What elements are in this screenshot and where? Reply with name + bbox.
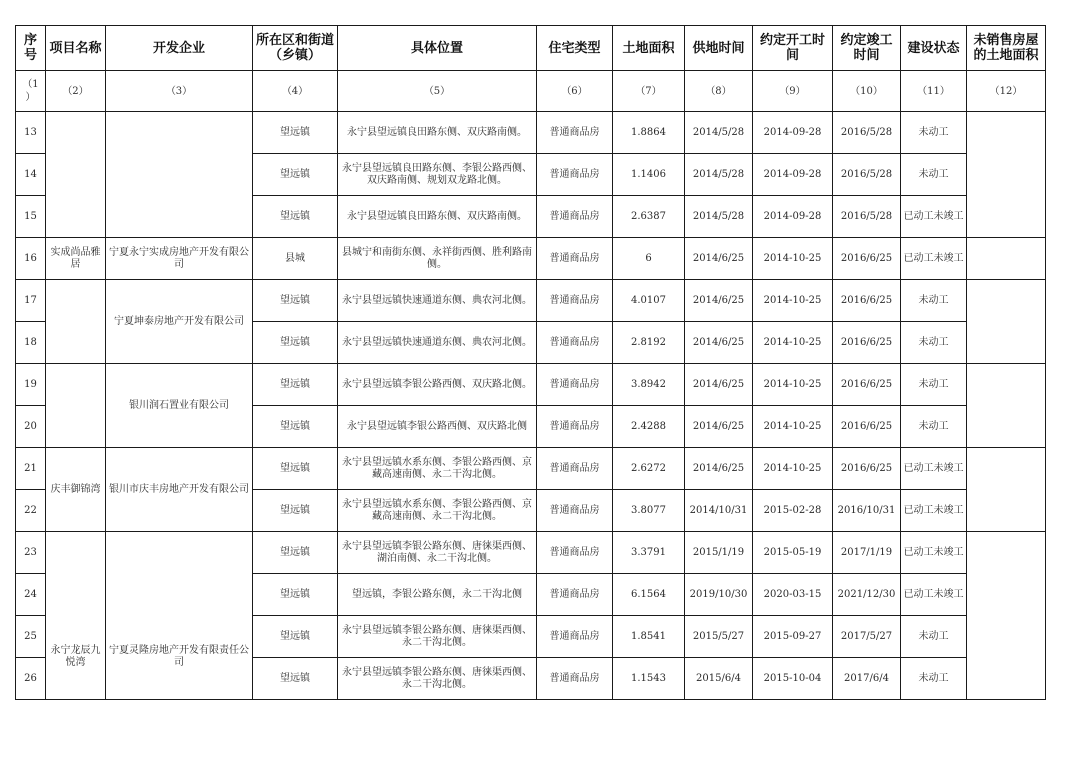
cell-supply-date: 2019/10/30 (685, 574, 753, 616)
header-project: 项目名称 (46, 26, 106, 71)
cell-agreed-completion: 2017/6/4 (833, 658, 901, 700)
cell-district: 望远镇 (253, 154, 338, 196)
header-location: 具体位置 (338, 26, 537, 71)
header-district: 所在区和街道（乡镇） (253, 26, 338, 71)
column-number: （4） (253, 71, 338, 112)
cell-index: 16 (16, 238, 46, 280)
cell-land-area: 2.6387 (613, 196, 685, 238)
cell-index: 20 (16, 406, 46, 448)
cell-index: 19 (16, 364, 46, 406)
cell-housing-type: 普通商品房 (537, 490, 613, 532)
cell-agreed-start: 2015-10-04 (753, 658, 833, 700)
cell-location: 永宁县望远镇良田路东侧、李银公路西侧、双庆路南侧、规划双龙路北侧。 (338, 154, 537, 196)
cell-status: 未动工 (901, 280, 967, 322)
cell-index: 14 (16, 154, 46, 196)
cell-developer (106, 112, 253, 238)
cell-developer: 银川市庆丰房地产开发有限公司 (106, 448, 253, 532)
cell-agreed-completion: 2016/6/25 (833, 238, 901, 280)
cell-agreed-start: 2014-10-25 (753, 238, 833, 280)
cell-land-area: 6.1564 (613, 574, 685, 616)
cell-index: 18 (16, 322, 46, 364)
cell-status: 已动工未竣工 (901, 490, 967, 532)
column-number: （1） (16, 71, 46, 112)
column-number: （8） (685, 71, 753, 112)
cell-supply-date: 2014/5/28 (685, 154, 753, 196)
column-number: （11） (901, 71, 967, 112)
column-number: （3） (106, 71, 253, 112)
cell-status: 已动工未竣工 (901, 238, 967, 280)
cell-location: 永宁县望远镇李银公路西侧、双庆路北侧 (338, 406, 537, 448)
cell-district: 望远镇 (253, 322, 338, 364)
cell-unsold-land-area (967, 112, 1046, 238)
header-agreed-start: 约定开工时间 (753, 26, 833, 71)
cell-district: 望远镇 (253, 574, 338, 616)
column-number: （2） (46, 71, 106, 112)
column-number: （7） (613, 71, 685, 112)
cell-agreed-completion: 2016/5/28 (833, 196, 901, 238)
cell-status: 未动工 (901, 658, 967, 700)
column-number: （12） (967, 71, 1046, 112)
cell-land-area: 3.3791 (613, 532, 685, 574)
header-developer: 开发企业 (106, 26, 253, 71)
cell-status: 已动工未竣工 (901, 448, 967, 490)
cell-agreed-start: 2014-09-28 (753, 112, 833, 154)
cell-agreed-start: 2020-03-15 (753, 574, 833, 616)
cell-supply-date: 2014/5/28 (685, 112, 753, 154)
cell-location: 永宁县望远镇李银公路东侧、唐徕渠西侧、永二干沟北侧。 (338, 616, 537, 658)
cell-supply-date: 2015/1/19 (685, 532, 753, 574)
header-status: 建设状态 (901, 26, 967, 71)
cell-supply-date: 2015/5/27 (685, 616, 753, 658)
cell-index: 24 (16, 574, 46, 616)
cell-developer: 宁夏灵隆房地产开发有限责任公司 (106, 532, 253, 700)
cell-land-area: 2.8192 (613, 322, 685, 364)
cell-status: 已动工未竣工 (901, 532, 967, 574)
cell-unsold-land-area (967, 532, 1046, 700)
cell-agreed-start: 2014-10-25 (753, 322, 833, 364)
cell-agreed-start: 2014-10-25 (753, 448, 833, 490)
cell-location: 望远镇，李银公路东侧，永二干沟北侧 (338, 574, 537, 616)
cell-location: 永宁县望远镇李银公路东侧、唐徕渠西侧、湖泊南侧、永二干沟北侧。 (338, 532, 537, 574)
column-number-row (16, 71, 1046, 112)
cell-supply-date: 2014/6/25 (685, 280, 753, 322)
cell-agreed-completion: 2016/6/25 (833, 364, 901, 406)
cell-agreed-start: 2014-09-28 (753, 154, 833, 196)
cell-housing-type: 普通商品房 (537, 406, 613, 448)
cell-housing-type: 普通商品房 (537, 154, 613, 196)
cell-status: 未动工 (901, 616, 967, 658)
cell-index: 23 (16, 532, 46, 574)
cell-housing-type: 普通商品房 (537, 322, 613, 364)
cell-agreed-completion: 2017/5/27 (833, 616, 901, 658)
cell-project-name: 实成尚品雅居 (46, 238, 106, 280)
cell-status: 未动工 (901, 364, 967, 406)
cell-agreed-completion: 2016/6/25 (833, 280, 901, 322)
cell-land-area: 1.1406 (613, 154, 685, 196)
table-row (16, 364, 1046, 406)
cell-land-area: 6 (613, 238, 685, 280)
cell-agreed-completion: 2016/5/28 (833, 112, 901, 154)
header-unsold-land-area: 未销售房屋的土地面积 (967, 26, 1046, 71)
cell-supply-date: 2014/6/25 (685, 406, 753, 448)
header-land-area: 土地面积 (613, 26, 685, 71)
cell-index: 17 (16, 280, 46, 322)
column-number: （6） (537, 71, 613, 112)
cell-district: 望远镇 (253, 280, 338, 322)
cell-index: 15 (16, 196, 46, 238)
cell-housing-type: 普通商品房 (537, 112, 613, 154)
cell-land-area: 1.8541 (613, 616, 685, 658)
cell-status: 未动工 (901, 322, 967, 364)
cell-housing-type: 普通商品房 (537, 238, 613, 280)
land-supply-table (15, 25, 1046, 700)
cell-land-area: 1.1543 (613, 658, 685, 700)
cell-status: 未动工 (901, 406, 967, 448)
cell-land-area: 4.0107 (613, 280, 685, 322)
cell-location: 永宁县望远镇水系东侧、李银公路西侧、京藏高速南侧、永二干沟北侧。 (338, 490, 537, 532)
cell-district: 望远镇 (253, 490, 338, 532)
cell-location: 永宁县望远镇良田路东侧、双庆路南侧。 (338, 112, 537, 154)
cell-agreed-completion: 2016/5/28 (833, 154, 901, 196)
cell-index: 25 (16, 616, 46, 658)
cell-location: 永宁县望远镇良田路东侧、双庆路南侧。 (338, 196, 537, 238)
header-agreed-completion: 约定竣工时间 (833, 26, 901, 71)
cell-supply-date: 2014/5/28 (685, 196, 753, 238)
column-number: （5） (338, 71, 537, 112)
cell-district: 望远镇 (253, 364, 338, 406)
cell-land-area: 2.6272 (613, 448, 685, 490)
cell-supply-date: 2014/6/25 (685, 322, 753, 364)
table-row (16, 448, 1046, 490)
cell-agreed-start: 2014-10-25 (753, 406, 833, 448)
cell-project-name (46, 364, 106, 448)
cell-supply-date: 2014/6/25 (685, 364, 753, 406)
cell-index: 13 (16, 112, 46, 154)
cell-developer: 宁夏坤泰房地产开发有限公司 (106, 280, 253, 364)
cell-agreed-start: 2015-02-28 (753, 490, 833, 532)
cell-agreed-start: 2014-10-25 (753, 364, 833, 406)
cell-housing-type: 普通商品房 (537, 574, 613, 616)
cell-location: 永宁县望远镇水系东侧、李银公路西侧、京藏高速南侧、永二干沟北侧。 (338, 448, 537, 490)
cell-district: 望远镇 (253, 196, 338, 238)
cell-status: 未动工 (901, 112, 967, 154)
cell-status: 未动工 (901, 154, 967, 196)
cell-housing-type: 普通商品房 (537, 364, 613, 406)
cell-housing-type: 普通商品房 (537, 280, 613, 322)
cell-agreed-completion: 2016/6/25 (833, 406, 901, 448)
header-index: 序号 (16, 26, 46, 71)
table-row (16, 532, 1046, 574)
cell-district: 望远镇 (253, 448, 338, 490)
cell-agreed-start: 2014-10-25 (753, 280, 833, 322)
cell-district: 望远镇 (253, 406, 338, 448)
cell-index: 21 (16, 448, 46, 490)
table-row (16, 280, 1046, 322)
cell-location: 县城宁和南街东侧、永祥街西侧、胜利路南侧。 (338, 238, 537, 280)
cell-project-name: 永宁龙辰九悦湾 (46, 532, 106, 700)
cell-location: 永宁县望远镇快速通道东侧、典农河北侧。 (338, 322, 537, 364)
table-row (16, 238, 1046, 280)
cell-location: 永宁县望远镇李银公路东侧、唐徕渠西侧、永二干沟北侧。 (338, 658, 537, 700)
cell-housing-type: 普通商品房 (537, 658, 613, 700)
cell-land-area: 3.8942 (613, 364, 685, 406)
cell-index: 22 (16, 490, 46, 532)
column-number: （10） (833, 71, 901, 112)
cell-district: 望远镇 (253, 112, 338, 154)
cell-agreed-completion: 2017/1/19 (833, 532, 901, 574)
cell-agreed-start: 2014-09-28 (753, 196, 833, 238)
cell-agreed-completion: 2021/12/30 (833, 574, 901, 616)
column-number: （9） (753, 71, 833, 112)
cell-location: 永宁县望远镇快速通道东侧、典农河北侧。 (338, 280, 537, 322)
cell-housing-type: 普通商品房 (537, 532, 613, 574)
cell-land-area: 1.8864 (613, 112, 685, 154)
cell-district: 县城 (253, 238, 338, 280)
cell-land-area: 2.4288 (613, 406, 685, 448)
header-supply-date: 供地时间 (685, 26, 753, 71)
cell-location: 永宁县望远镇李银公路西侧、双庆路北侧。 (338, 364, 537, 406)
cell-supply-date: 2014/10/31 (685, 490, 753, 532)
cell-status: 已动工未竣工 (901, 196, 967, 238)
cell-housing-type: 普通商品房 (537, 448, 613, 490)
cell-developer: 银川润石置业有限公司 (106, 364, 253, 448)
cell-district: 望远镇 (253, 532, 338, 574)
cell-housing-type: 普通商品房 (537, 196, 613, 238)
cell-agreed-start: 2015-05-19 (753, 532, 833, 574)
cell-unsold-land-area (967, 280, 1046, 364)
cell-supply-date: 2014/6/25 (685, 238, 753, 280)
cell-agreed-start: 2015-09-27 (753, 616, 833, 658)
cell-unsold-land-area (967, 364, 1046, 448)
cell-supply-date: 2015/6/4 (685, 658, 753, 700)
cell-developer: 宁夏永宁实成房地产开发有限公司 (106, 238, 253, 280)
cell-project-name (46, 280, 106, 364)
cell-supply-date: 2014/6/25 (685, 448, 753, 490)
cell-unsold-land-area (967, 238, 1046, 280)
cell-district: 望远镇 (253, 658, 338, 700)
cell-project-name (46, 112, 106, 238)
cell-index: 26 (16, 658, 46, 700)
cell-land-area: 3.8077 (613, 490, 685, 532)
header-housing-type: 住宅类型 (537, 26, 613, 71)
header-row (16, 26, 1046, 71)
cell-agreed-completion: 2016/6/25 (833, 448, 901, 490)
table-row (16, 112, 1046, 154)
cell-status: 已动工未竣工 (901, 574, 967, 616)
cell-district: 望远镇 (253, 616, 338, 658)
cell-project-name: 庆丰御锦湾 (46, 448, 106, 532)
cell-housing-type: 普通商品房 (537, 616, 613, 658)
cell-agreed-completion: 2016/6/25 (833, 322, 901, 364)
cell-agreed-completion: 2016/10/31 (833, 490, 901, 532)
cell-unsold-land-area (967, 448, 1046, 532)
